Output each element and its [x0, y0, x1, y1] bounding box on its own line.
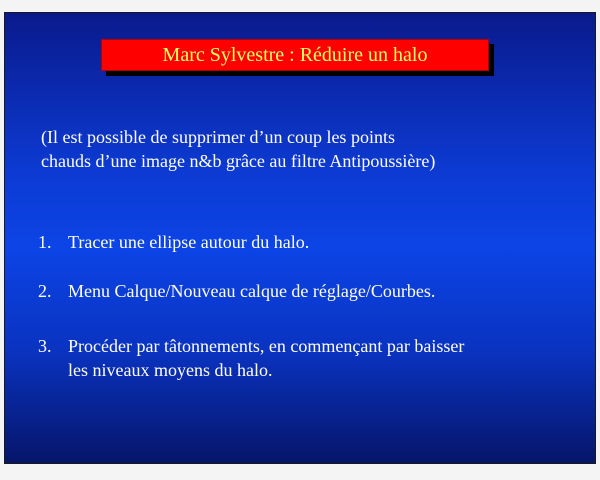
- list-item: [38, 279, 435, 303]
- step-text: [68, 230, 309, 254]
- intro-note-line: chauds d’une image n&b grâce au filtre Antipoussière): [41, 151, 436, 171]
- slide-title: Marc Sylvestre : Réduire un halo: [162, 43, 428, 66]
- list-item: [38, 334, 464, 382]
- list-item: [38, 230, 309, 254]
- step-text: [68, 279, 435, 303]
- step-text-line: Procéder par tâtonnements, en commençant par baisser: [68, 336, 465, 356]
- step-text-line: les niveaux moyens du halo.: [68, 360, 273, 380]
- step-text-line: Tracer une ellipse autour du halo.: [68, 232, 310, 252]
- intro-note: [41, 125, 561, 173]
- step-number: 3.: [38, 336, 52, 356]
- step-text-line: Menu Calque/Nouveau calque de réglage/Courbes.: [68, 281, 436, 301]
- title-box: [101, 39, 489, 71]
- presentation-slide: [4, 12, 596, 464]
- step-number: 2.: [38, 281, 52, 301]
- step-number: 1.: [38, 232, 52, 252]
- intro-note-line: (Il est possible de supprimer d’un coup les points: [41, 127, 395, 147]
- step-text: [68, 334, 464, 382]
